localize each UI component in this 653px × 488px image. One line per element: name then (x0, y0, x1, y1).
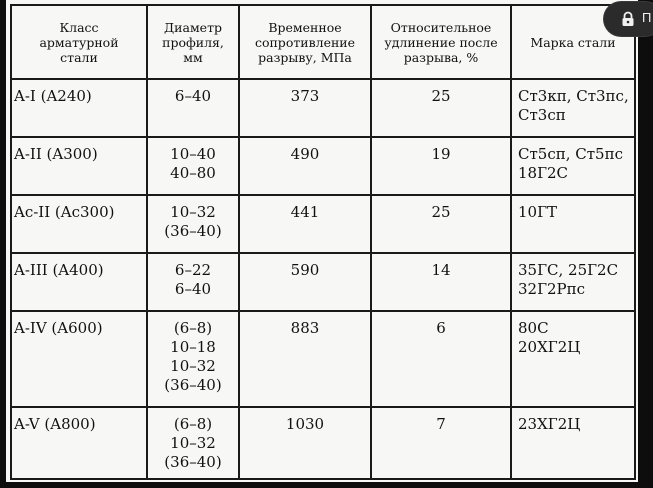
table-row (11, 137, 635, 195)
cell-strength: 1030 (239, 407, 371, 479)
cell-strength: 441 (239, 195, 371, 253)
table-row (11, 311, 635, 407)
cell-diameter: 6–40 (147, 79, 239, 137)
document-page (6, 0, 638, 482)
cell-class: A-IV (A600) (11, 311, 147, 407)
cell-class: A-I (A240) (11, 79, 147, 137)
table-row (11, 79, 635, 137)
cell-grade: Ст3кп, Ст3пс, Ст3сп (511, 79, 635, 137)
cell-grade: 23ХГ2Ц (511, 407, 635, 479)
cell-elongation: 25 (371, 79, 511, 137)
cell-diameter: 10–40 40–80 (147, 137, 239, 195)
cell-elongation: 7 (371, 407, 511, 479)
cell-elongation: 19 (371, 137, 511, 195)
cell-grade: Ст5сп, Ст5пс 18Г2С (511, 137, 635, 195)
header-grade: Марка стали (511, 5, 635, 79)
lock-icon (620, 11, 636, 27)
cell-elongation: 25 (371, 195, 511, 253)
cell-grade: 10ГТ (511, 195, 635, 253)
cell-strength: 883 (239, 311, 371, 407)
header-strength: Временное сопротивление разрыву, МПа (239, 5, 371, 79)
cell-class: A-III (A400) (11, 253, 147, 311)
cell-class: A-V (A800) (11, 407, 147, 479)
cell-strength: 373 (239, 79, 371, 137)
table-row (11, 195, 635, 253)
cell-grade: 80С 20ХГ2Ц (511, 311, 635, 407)
header-class: Класс арматурной стали (11, 5, 147, 79)
header-elongation: Относительное удлинение после разрыва, % (371, 5, 511, 79)
cell-diameter: (6–8) 10–32 (36–40) (147, 407, 239, 479)
cell-diameter: 10–32 (36–40) (147, 195, 239, 253)
cell-elongation: 14 (371, 253, 511, 311)
cell-diameter: 6–22 6–40 (147, 253, 239, 311)
table-row (11, 407, 635, 479)
cell-class: A-II (A300) (11, 137, 147, 195)
cell-elongation: 6 (371, 311, 511, 407)
rebar-properties-table (10, 4, 636, 480)
cell-strength: 590 (239, 253, 371, 311)
cell-strength: 490 (239, 137, 371, 195)
table-row (11, 253, 635, 311)
cell-grade: 35ГС, 25Г2С 32Г2Рпс (511, 253, 635, 311)
lock-overlay-button[interactable] (604, 2, 653, 36)
cell-class: Ac-II (Ac300) (11, 195, 147, 253)
cell-diameter: (6–8) 10–18 10–32 (36–40) (147, 311, 239, 407)
overlay-label: П (642, 10, 652, 25)
table-header-row (11, 5, 635, 79)
header-diameter: Диаметр профиля, мм (147, 5, 239, 79)
